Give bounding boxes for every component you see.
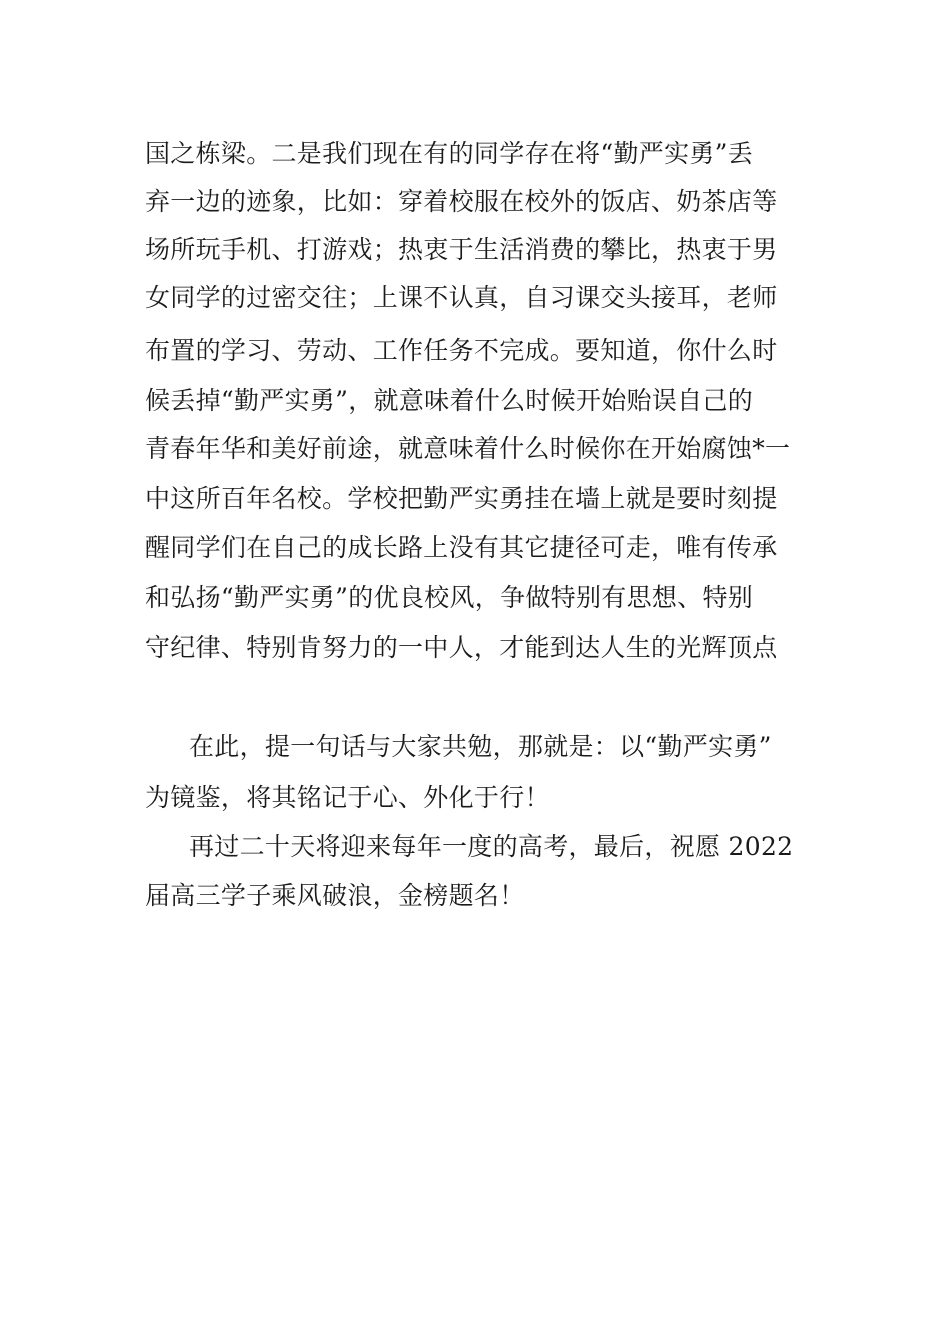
paragraph-line: 守纪律、特别肯努力的一中人，才能到达人生的光辉顶点: [145, 633, 778, 662]
paragraph-line: 届高三学子乘风破浪，金榜题名！: [145, 881, 525, 910]
paragraph-line: 女同学的过密交往；上课不认真，自习课交头接耳，老师: [145, 283, 778, 312]
paragraph-line: 青春年华和美好前途，就意味着什么时候你在开始腐蚀*一: [145, 434, 791, 463]
paragraph-line: 为镜鉴，将其铭记于心、外化于行！: [145, 783, 550, 812]
paragraph-line: 中这所百年名校。学校把勤严实勇挂在墙上就是要时刻提: [145, 484, 778, 513]
paragraph-line: 在此，提一句话与大家共勉，那就是：以“勤严实勇”: [189, 732, 772, 761]
paragraph-line: 和弘扬“勤严实勇”的优良校风，争做特别有思想、特别: [145, 583, 754, 612]
paragraph-line: 醒同学们在自己的成长路上没有其它捷径可走，唯有传承: [145, 533, 778, 562]
paragraph-line: 布置的学习、劳动、工作任务不完成。要知道，你什么时: [145, 336, 778, 365]
paragraph-line: 国之栋梁。二是我们现在有的同学存在将“勤严实勇”丢: [145, 139, 754, 168]
paragraph-line: 再过二十天将迎来每年一度的高考，最后，祝愿 2022: [189, 832, 794, 861]
paragraph-line: 候丢掉“勤严实勇”，就意味着什么时候开始贻误自己的: [145, 386, 754, 415]
paragraph-line: 弃一边的迹象，比如：穿着校服在校外的饭店、奶茶店等: [145, 187, 778, 216]
paragraph-line: 场所玩手机、打游戏；热衷于生活消费的攀比，热衷于男: [145, 235, 778, 264]
